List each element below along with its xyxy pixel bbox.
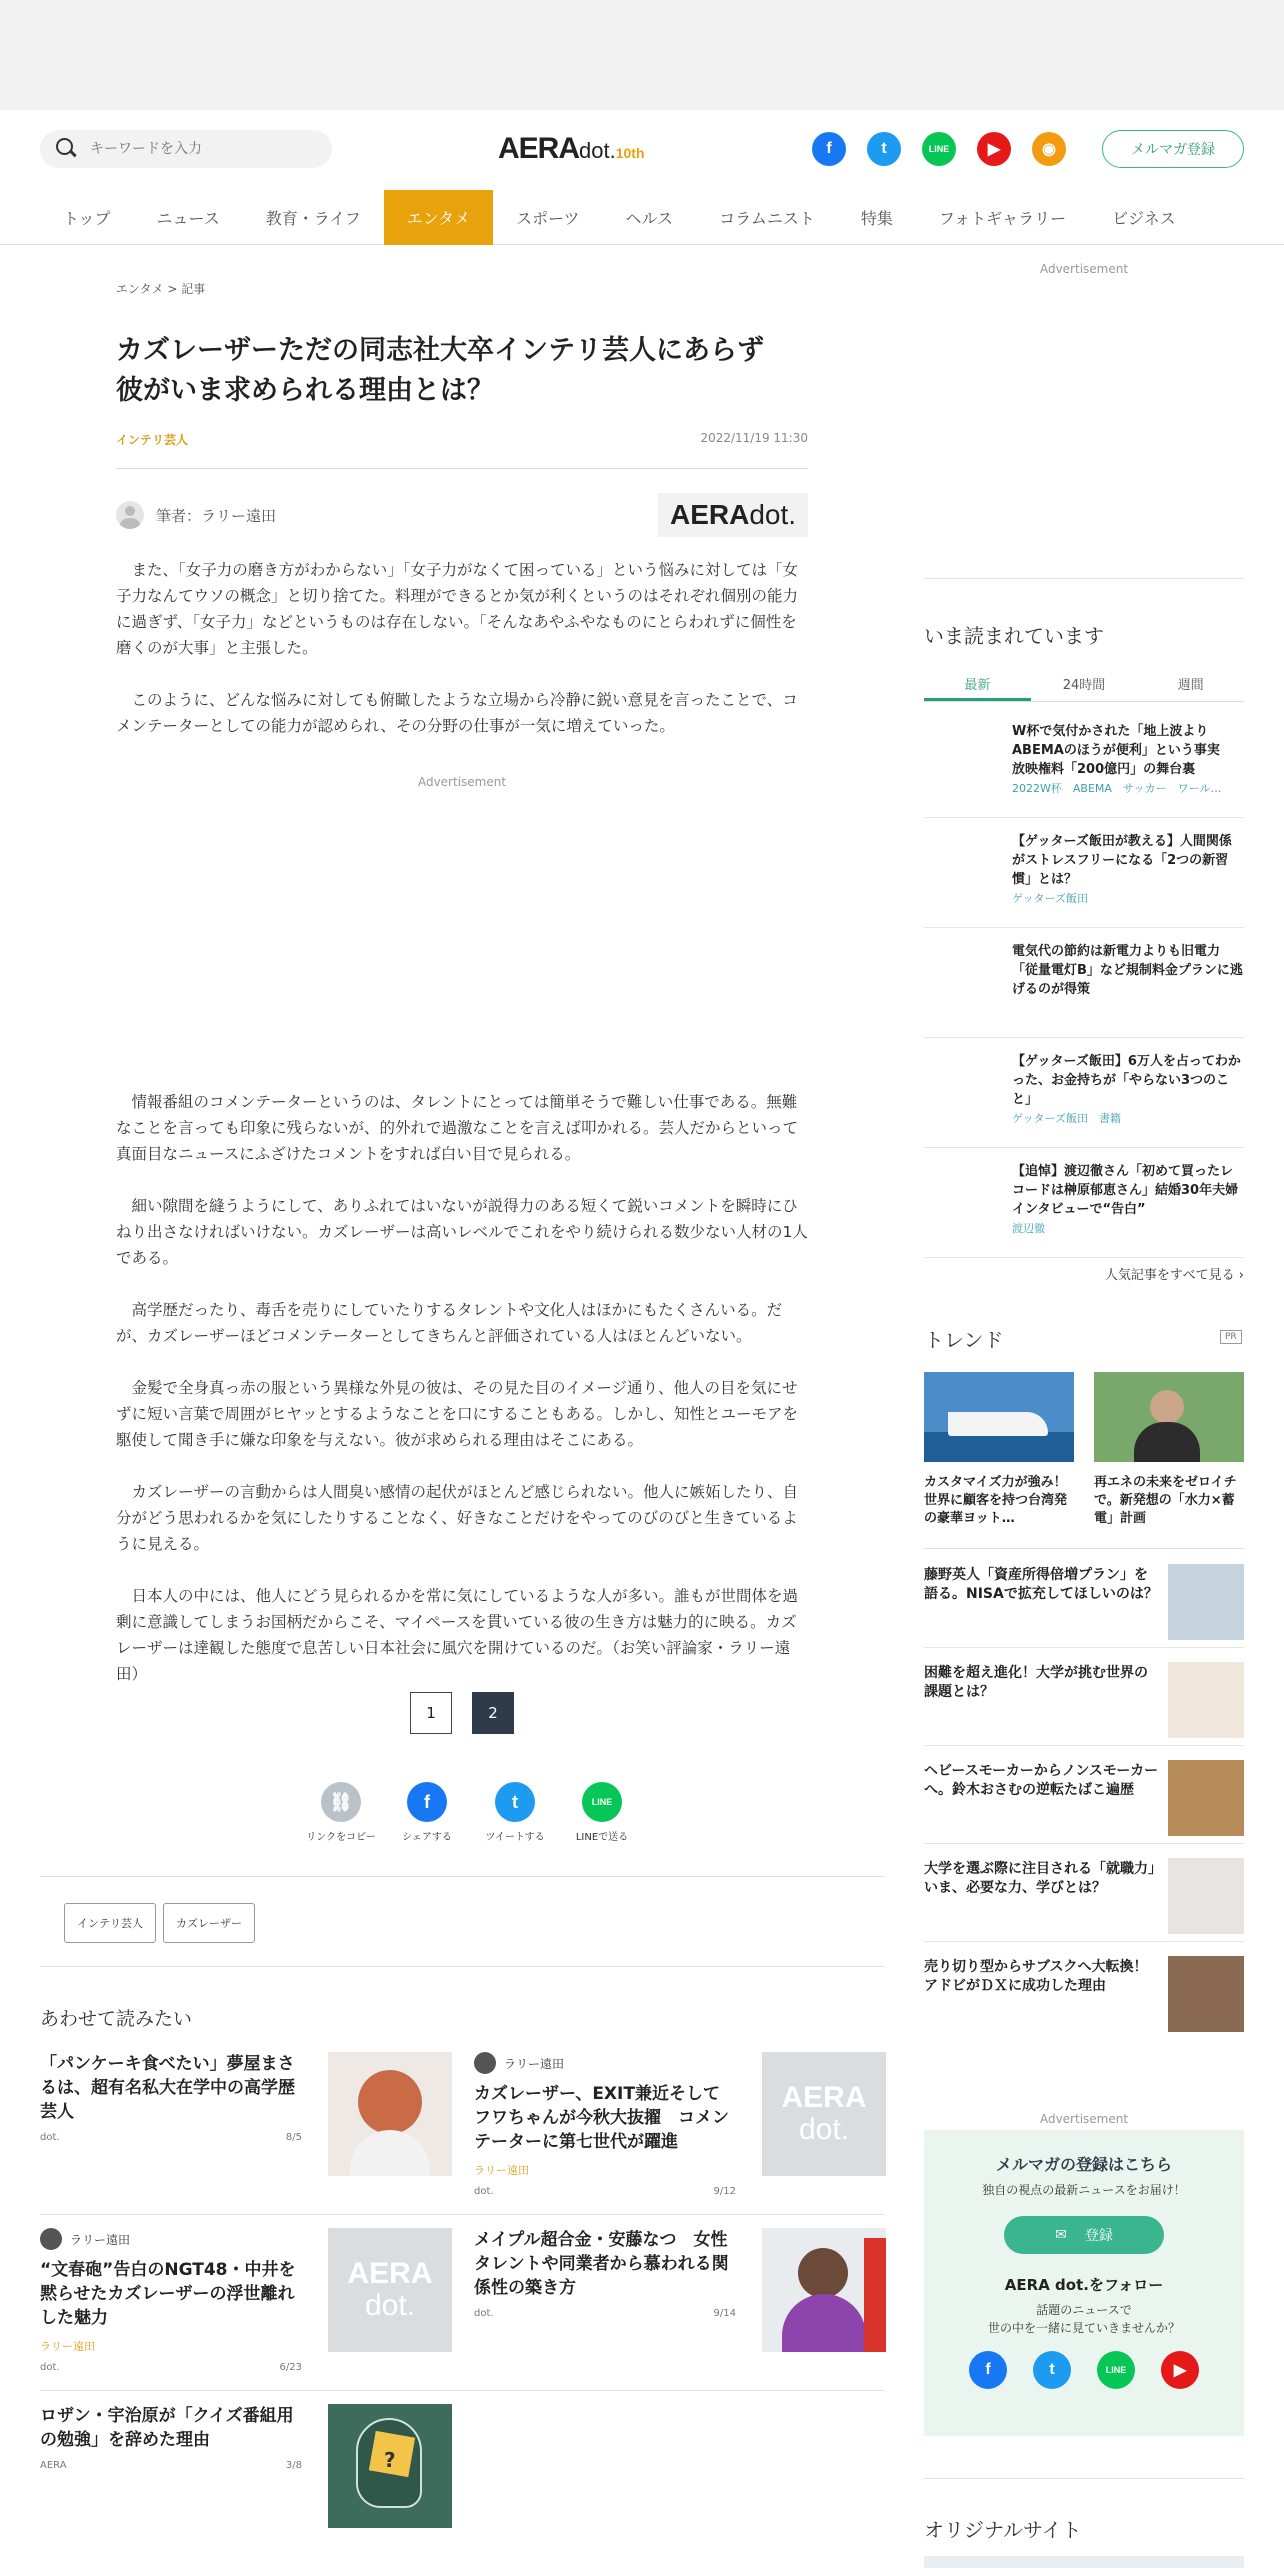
inline-ad-slot bbox=[116, 789, 808, 1089]
related-headline[interactable]: “文春砲”告白のNGT48・中井を黙らせたカズレーザーの浮世離れした魅力 bbox=[40, 2260, 296, 2328]
trend-thumbnail[interactable] bbox=[1094, 1372, 1244, 1462]
divider bbox=[40, 1966, 884, 1967]
copy-link-button[interactable]: ⛓ リンクをコピー bbox=[296, 1782, 386, 1843]
page-2-button[interactable]: 2 bbox=[472, 1692, 514, 1734]
divider bbox=[40, 2390, 884, 2391]
line-icon[interactable]: LINE bbox=[1097, 2351, 1135, 2389]
tab-latest[interactable]: 最新 bbox=[924, 666, 1031, 701]
article-paragraph: 日本人の中には、他人にどう見られるかを常に気にしているような人が多い。誰もが世間体を過剰に意識してしまうお国柄だからこそ、マイペースを貫いている彼の生き方は魅力的に映る。カズレーザーは達観した態度で息苦しい日本社会に風穴を開けているのだ。（お笑い評論家・ラリー遠田） bbox=[116, 1587, 799, 1683]
related-thumbnail[interactable]: AERA dot. bbox=[762, 2052, 886, 2176]
trend-thumbnail[interactable] bbox=[1168, 1956, 1244, 2032]
trend-thumbnail[interactable] bbox=[1168, 1564, 1244, 1640]
tab-24h[interactable]: 24時間 bbox=[1062, 678, 1106, 693]
trend-item[interactable]: 大学を選ぶ際に注目される「就職力」いま、必要な力、学びとは？ bbox=[924, 1844, 1244, 1942]
ranking-item[interactable]: W杯で気付かされた「地上波よりABEMAのほうが便利」という事実 放映権料「200億円」の舞台裏 2022W杯 ABEMA サッカー ワール… bbox=[924, 708, 1244, 818]
facebook-share-button[interactable]: f シェアする bbox=[382, 1782, 472, 1843]
search-box[interactable] bbox=[40, 130, 332, 168]
ranking-title: いま読まれています bbox=[924, 624, 1104, 648]
trend-thumbnail[interactable] bbox=[1168, 1760, 1244, 1836]
pagination bbox=[410, 1692, 534, 1734]
youtube-icon[interactable]: ▶ bbox=[1161, 2351, 1199, 2389]
article-tag[interactable]: インテリ芸人 bbox=[116, 433, 189, 447]
trend-thumbnail[interactable] bbox=[1168, 1662, 1244, 1738]
top-ad-banner bbox=[0, 0, 1284, 110]
link-icon: ⛓ bbox=[321, 1782, 361, 1822]
pr-badge: PR bbox=[1220, 1330, 1242, 1344]
line-icon: LINE bbox=[582, 1782, 622, 1822]
breadcrumb[interactable]: エンタメ > 記事 bbox=[116, 282, 206, 296]
original-site-banner[interactable] bbox=[924, 2556, 1244, 2568]
twitter-icon[interactable]: t bbox=[1033, 2351, 1071, 2389]
ranking-tabs bbox=[924, 666, 1244, 702]
sidebar-ad-label: Advertisement bbox=[1039, 2112, 1129, 2126]
related-thumbnail[interactable] bbox=[328, 2052, 452, 2176]
trend-item[interactable]: 困難を超え進化！大学が挑む世界の課題とは？ bbox=[924, 1648, 1244, 1746]
newsletter-button[interactable]: メルマガ登録 bbox=[1102, 130, 1244, 168]
tag-button[interactable]: インテリ芸人 bbox=[64, 1903, 156, 1943]
ranking-thumbnail[interactable] bbox=[924, 942, 1000, 1018]
author-row bbox=[116, 493, 808, 537]
ranking-more-link[interactable]: 人気記事をすべて見る › bbox=[1104, 1268, 1244, 1283]
newsletter-box: メルマガの登録はこちら 独自の視点の最新ニュースをお届け！ ✉ 登録 AERA dot.をフォロー 話題のニュースで 世の中を一緒に見ていきませんか？ f t LINE ▶ bbox=[924, 2130, 1244, 2436]
facebook-icon[interactable]: f bbox=[969, 2351, 1007, 2389]
trend-thumbnail[interactable] bbox=[924, 1372, 1074, 1462]
trend-card[interactable]: 再エネの未来をゼロイチで。新発想の「水力×蓄電」計画 bbox=[1094, 1372, 1244, 1528]
page-1-button[interactable]: 1 bbox=[410, 1692, 452, 1734]
ranking-item[interactable]: 【ゲッターズ飯田が教える】人間関係がストレスフリーになる「2つの新習慣」とは？ ゲッターズ飯田 bbox=[924, 818, 1244, 928]
article bbox=[116, 280, 808, 1687]
ranking-thumbnail[interactable] bbox=[924, 1162, 1000, 1238]
related-article[interactable]: ラリー遠田 カズレーザー、EXIT兼近そしてフワちゃんが今秋大抜擢 コメンテーターに第七世代が躍進 ラリー遠田 dot. 9/12 AERA dot. bbox=[474, 2052, 886, 2176]
nav-sports[interactable]: スポーツ bbox=[516, 209, 580, 228]
line-icon[interactable]: LINE bbox=[922, 132, 956, 166]
ranking-thumbnail[interactable] bbox=[924, 832, 1000, 908]
author-avatar bbox=[40, 2228, 62, 2250]
chevron-right-icon: › bbox=[1238, 1268, 1244, 1283]
article-paragraph: カズレーザーの言動からは人間臭い感情の起伏がほとんど感じられない。他人に嫉妬したり、自分がどう思われるかを気にしたりすることなく、好きなことだけをやってのびのびと生きているように見える。 bbox=[116, 1483, 799, 1553]
site-logo[interactable]: AERA dot. 10th bbox=[498, 132, 645, 165]
related-section-title: あわせて読みたい bbox=[40, 2008, 193, 2030]
nav-top[interactable]: トップ bbox=[63, 209, 111, 228]
ranking-thumbnail[interactable] bbox=[924, 1052, 1000, 1128]
twitter-icon[interactable]: t bbox=[867, 132, 901, 166]
article-paragraph: 金髪で全身真っ赤の服という異様な外見の彼は、その見た目のイメージ通り、他人の目を気にせずに短い言葉で周囲がヒヤッとするようなことを口にすることもある。しかし、知性とユーモアを駆使して聞き手に嫌な印象を与えない。彼が求められる理由はそこにある。 bbox=[116, 1379, 799, 1449]
related-thumbnail[interactable]: ? bbox=[328, 2404, 452, 2528]
tab-weekly[interactable]: 週間 bbox=[1177, 678, 1204, 693]
search-input[interactable] bbox=[90, 141, 310, 157]
trend-thumbnail[interactable] bbox=[1168, 1858, 1244, 1934]
related-article[interactable]: メイプル超合金・安藤なつ 女性タレントや同業者から慕われる関係性の築き方 dot. 9/14 bbox=[474, 2228, 886, 2352]
main-nav bbox=[0, 190, 1284, 245]
author-avatar bbox=[474, 2052, 496, 2074]
nav-photo-gallery[interactable]: フォトギャラリー bbox=[938, 209, 1067, 228]
related-headline[interactable]: 「パンケーキ食べたい」夢屋まさるは、超有名私大在学中の高学歴芸人 bbox=[40, 2054, 295, 2122]
ranking-item[interactable]: 【ゲッターズ飯田】6万人を占ってわかった、お金持ちが「やらない3つのこと」 ゲッターズ飯田 書籍 bbox=[924, 1038, 1244, 1148]
trend-title: トレンド bbox=[924, 1328, 1004, 1352]
related-article[interactable]: ロザン・宇治原が「クイズ番組用の勉強」を辞めた理由 AERA 3/8 ? bbox=[40, 2404, 452, 2528]
search-icon[interactable] bbox=[56, 138, 78, 160]
nav-entertainment[interactable]: エンタメ bbox=[384, 190, 493, 245]
nav-business[interactable]: ビジネス bbox=[1112, 209, 1176, 228]
original-sites-title: オリジナルサイト bbox=[924, 2518, 1082, 2542]
author-avatar bbox=[116, 501, 144, 529]
article-date: 2022/11/19 11:30 bbox=[700, 431, 808, 445]
related-thumbnail[interactable]: AERA dot. bbox=[328, 2228, 452, 2352]
line-share-button[interactable]: LINE LINEで送る bbox=[557, 1782, 647, 1843]
youtube-icon[interactable]: ▶ bbox=[977, 132, 1011, 166]
related-article[interactable]: 「パンケーキ食べたい」夢屋まさるは、超有名私大在学中の高学歴芸人 dot. 8/5 bbox=[40, 2052, 452, 2176]
related-thumbnail[interactable] bbox=[762, 2228, 886, 2352]
article-meta bbox=[116, 431, 808, 469]
article-paragraph: 情報番組のコメンテーターというのは、タレントにとっては簡単そうで難しい仕事である。無難なことを言っても印象に残らないが、的外れで過激なことを言えば叩かれる。芸人だからといって真面目なニュースにふざけたコメントをすれば白い目で見られる。 bbox=[116, 1093, 799, 1163]
trend-item[interactable]: ヘビースモーカーからノンスモーカーへ。鈴木おさむの逆転たばこ遍歴 bbox=[924, 1746, 1244, 1844]
divider bbox=[40, 1876, 884, 1877]
divider bbox=[40, 2214, 884, 2215]
newsletter-register-button[interactable]: ✉ 登録 bbox=[1004, 2216, 1164, 2254]
nav-news[interactable]: ニュース bbox=[156, 209, 220, 228]
divider bbox=[924, 578, 1244, 579]
divider bbox=[924, 2478, 1244, 2479]
divider bbox=[924, 1548, 1244, 1549]
related-headline[interactable]: メイプル超合金・安藤なつ 女性タレントや同業者から慕われる関係性の築き方 bbox=[474, 2230, 729, 2298]
sidebar-ad-label: Advertisement bbox=[1039, 262, 1129, 276]
trend-item[interactable]: 売り切り型からサブスクへ大転換！アドビがＤＸに成功した理由 bbox=[924, 1942, 1244, 2040]
nav-health[interactable]: ヘルス bbox=[625, 209, 674, 228]
nav-columnist[interactable]: コラムニスト bbox=[719, 209, 815, 228]
related-article[interactable]: ラリー遠田 “文春砲”告白のNGT48・中井を黙らせたカズレーザーの浮世離れした魅力 ラリー遠田 dot. 6/23 AERA dot. bbox=[40, 2228, 452, 2352]
nav-education-life[interactable]: 教育・ライフ bbox=[265, 209, 361, 228]
article-paragraph: このように、どんな悩みに対しても俯瞰したような立場から冷静に鋭い意見を言ったことで、コメンテーターとしての能力が認められ、その分野の仕事が一気に増えていった。 bbox=[116, 691, 798, 735]
ranking-item[interactable]: 電気代の節約は新電力よりも旧電力「従量電灯B」など規制料金プランに逃げるのが得策 bbox=[924, 928, 1244, 1038]
article-paragraph: 細い隙間を縫うようにして、ありふれてはいないが説得力のある短くて鋭いコメントを瞬時にひねり出さなければいけない。カズレーザーは高いレベルでこれをやり続けられる数少ない人材の1人である。 bbox=[116, 1197, 808, 1267]
ranking-thumbnail[interactable] bbox=[924, 722, 1000, 798]
mail-icon: ✉ bbox=[1055, 2227, 1067, 2243]
trend-item[interactable]: 藤野英人「資産所得倍増プラン」を語る。NISAで拡充してほしいのは？ bbox=[924, 1550, 1244, 1648]
trend-card[interactable]: カスタマイズ力が強み！世界に顧客を持つ台湾発の豪華ヨット… bbox=[924, 1372, 1074, 1528]
tag-button[interactable]: カズレーザー bbox=[163, 1903, 255, 1943]
source-logo: AERA dot. bbox=[658, 493, 808, 537]
ad-label: Advertisement bbox=[417, 775, 507, 789]
tweet-button[interactable]: t ツイートする bbox=[470, 1782, 560, 1843]
ranking-item[interactable]: 【追悼】渡辺徹さん「初めて買ったレコードは榊原郁恵さん」結婚30年夫婦インタビューで“告白” 渡辺徹 bbox=[924, 1148, 1244, 1258]
facebook-icon: f bbox=[407, 1782, 447, 1822]
facebook-icon[interactable]: f bbox=[812, 132, 846, 166]
author-name[interactable]: 筆者：ラリー遠田 bbox=[156, 506, 277, 525]
twitter-icon: t bbox=[495, 1782, 535, 1822]
site-header bbox=[0, 110, 1284, 190]
nav-features[interactable]: 特集 bbox=[860, 209, 893, 228]
article-paragraph: また、「女子力の磨き方がわからない」「女子力がなくて困っている」という悩みに対しては「女子力なんてウソの概念」と切り捨てた。料理ができるとか気が利くというのはそれぞれ個別の能力に過ぎず、「女子力」などというものは存在しない。「そんなあやふやなものにとらわれずに個性を磨くのが大事」と主張した。 bbox=[116, 561, 799, 657]
rss-icon[interactable]: ◉ bbox=[1032, 132, 1066, 166]
article-paragraph: 高学歴だったり、毒舌を売りにしていたりするタレントや文化人はほかにもたくさんいる。だが、カズレーザーほどコメンテーターとしてきちんと評価されている人はほとんどいない。 bbox=[116, 1301, 783, 1345]
related-headline[interactable]: ロザン・宇治原が「クイズ番組用の勉強」を辞めた理由 bbox=[40, 2406, 294, 2450]
related-headline[interactable]: カズレーザー、EXIT兼近そしてフワちゃんが今秋大抜擢 コメンテーターに第七世代が躍進 bbox=[474, 2084, 729, 2152]
article-title: カズレーザーただの同志社大卒インテリ芸人にあらず 彼がいま求められる理由とは？ bbox=[116, 335, 791, 406]
